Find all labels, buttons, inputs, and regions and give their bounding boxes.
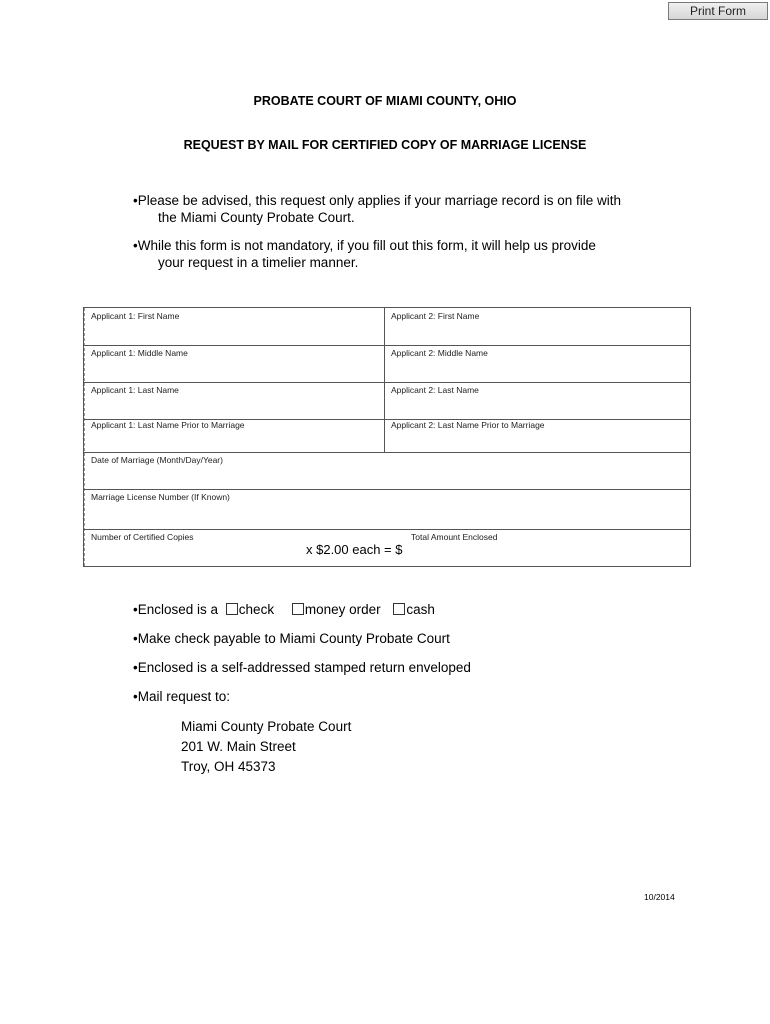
mailing-address <box>181 717 351 777</box>
payment-method-row <box>133 601 435 618</box>
mail-to-instruction: •Mail request to: <box>133 689 231 704</box>
payable-instruction: •Make check payable to Miami County Probate Court <box>133 631 450 646</box>
license-number-label: Marriage License Number (If Known) <box>91 492 230 502</box>
applicant1-first-name-label: Applicant 1: First Name <box>91 311 180 321</box>
applicant1-prior-name-field[interactable] <box>84 419 384 452</box>
request-form-table <box>83 307 691 567</box>
applicant1-last-name-label: Applicant 1: Last Name <box>91 385 179 395</box>
number-of-copies-label: Number of Certified Copies <box>91 532 194 542</box>
envelope-instruction: •Enclosed is a self-addressed stamped return enveloped <box>133 660 471 675</box>
applicant2-last-name-field[interactable] <box>384 382 690 419</box>
applicant2-first-name-field[interactable] <box>384 308 690 345</box>
print-form-button[interactable]: Print Form <box>668 2 768 20</box>
applicant2-prior-name-label: Applicant 2: Last Name Prior to Marriage <box>391 420 545 430</box>
notice-not-mandatory-line2: your request in a timelier manner. <box>158 255 359 270</box>
license-number-field[interactable] <box>84 489 690 529</box>
applicant2-middle-name-field[interactable] <box>384 345 690 382</box>
applicant1-last-name-field[interactable] <box>84 382 384 419</box>
notice-not-mandatory <box>133 237 596 271</box>
applicant1-middle-name-field[interactable] <box>84 345 384 382</box>
cash-checkbox[interactable] <box>393 603 405 615</box>
applicant1-middle-name-label: Applicant 1: Middle Name <box>91 348 188 358</box>
notice-on-file <box>133 192 621 226</box>
total-amount-label: Total Amount Enclosed <box>411 532 498 542</box>
total-amount-field[interactable] <box>404 529 690 566</box>
request-title: REQUEST BY MAIL FOR CERTIFIED COPY OF MARRIAGE LICENSE <box>183 138 587 152</box>
revision-date: 10/2014 <box>644 892 675 902</box>
date-of-marriage-field[interactable] <box>84 452 690 489</box>
applicant1-prior-name-label: Applicant 1: Last Name Prior to Marriage <box>91 420 245 430</box>
payment-prefix: •Enclosed is a <box>133 602 219 617</box>
money-order-label: money order <box>304 602 381 617</box>
check-checkbox[interactable] <box>226 603 238 615</box>
notice-not-mandatory-line1: •While this form is not mandatory, if you fill out this form, it will help us provide <box>133 238 596 253</box>
check-label: check <box>238 602 275 617</box>
fee-calculation-text: x $2.00 each = $ <box>306 542 403 557</box>
cash-label: cash <box>406 602 435 617</box>
address-street: 201 W. Main Street <box>181 739 296 754</box>
notice-on-file-line1: •Please be advised, this request only applies if your marriage record is on file with <box>133 193 621 208</box>
date-of-marriage-label: Date of Marriage (Month/Day/Year) <box>91 455 223 465</box>
applicant2-middle-name-label: Applicant 2: Middle Name <box>391 348 488 358</box>
address-name: Miami County Probate Court <box>181 719 352 734</box>
money-order-checkbox[interactable] <box>292 603 304 615</box>
applicant2-last-name-label: Applicant 2: Last Name <box>391 385 479 395</box>
applicant2-first-name-label: Applicant 2: First Name <box>391 311 480 321</box>
address-city: Troy, OH 45373 <box>181 759 276 774</box>
applicant1-first-name-field[interactable] <box>84 308 384 345</box>
applicant2-prior-name-field[interactable] <box>384 419 690 452</box>
court-title: PROBATE COURT OF MIAMI COUNTY, OHIO <box>253 94 517 108</box>
notice-on-file-line2: the Miami County Probate Court. <box>158 210 355 225</box>
